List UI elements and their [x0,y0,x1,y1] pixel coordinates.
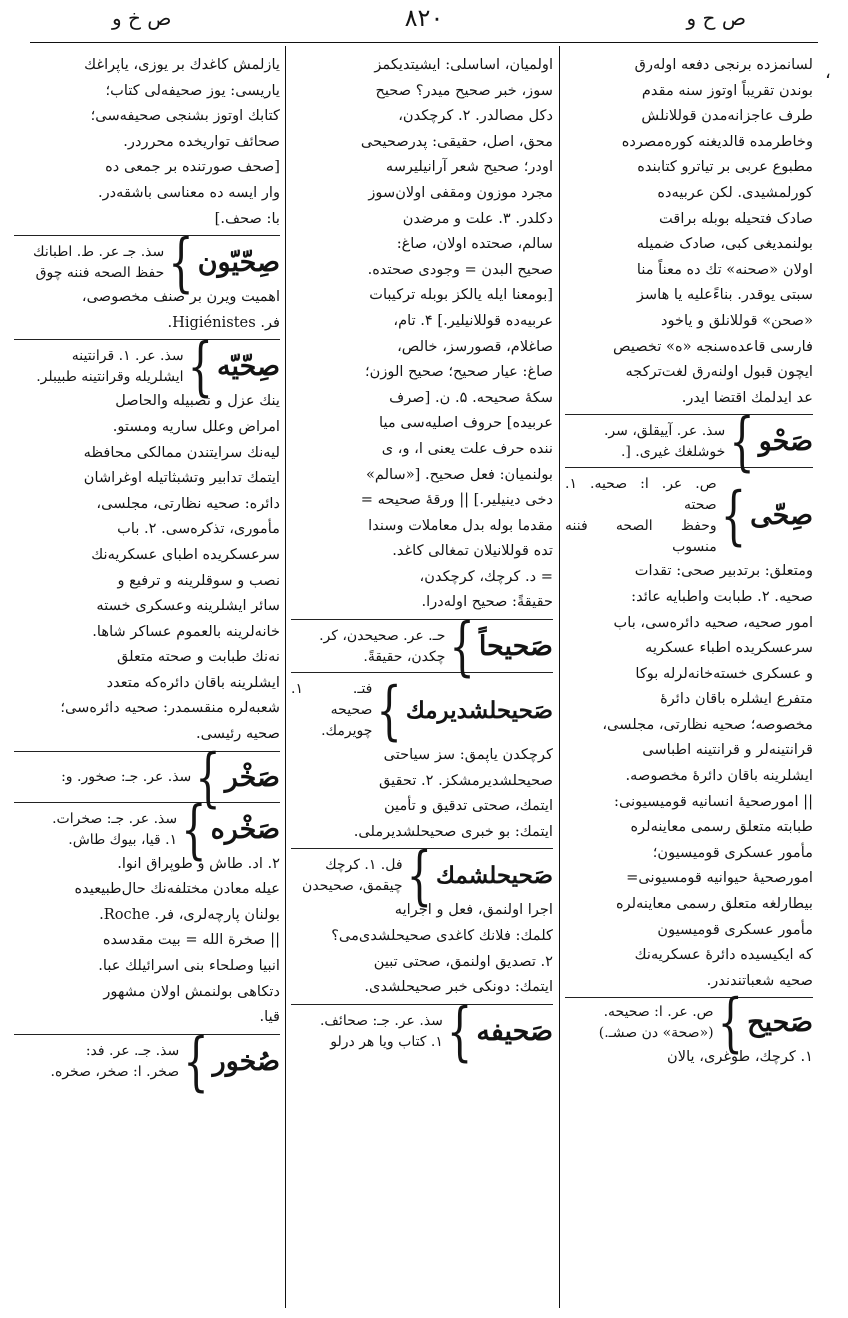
paragraph: اهمیت ویرن بر صنف مخصوصی، فر. Higiénistes. [81,288,280,331]
brace-icon: } [187,330,214,405]
brace-icon: } [168,226,194,300]
definition: سذ. عر. جـ: صخور. و: [61,769,192,786]
definition: حـ. عر. صحیحدن، کر. چکدن، حقیقةً. [319,628,446,666]
running-head-left: ص خ و [112,6,172,30]
paragraph: اجرا اولنمق، فعل و اجرایه کلمك: فلانك کاغدی صحیحلشدی‌می؟ ۲. تصدیق اولنمق، صحتی تبین ایتمك: دونکی خبر صحیحلشدی. [331,901,553,996]
column-divider-right [559,46,560,1308]
definition: سذ. جـ عر. ط. اطبانك حفظ الصحه فننه چوق [33,244,165,282]
entry-sahih [565,986,813,1070]
paragraph: لسانمزده برنجی دفعه اوله‌رق بوندن تقریباً اوتوز سنه مقدم طرف عاجزانه‌مدن قوللانلش وخاطرمده قالدیغنه کوره‌مصرده مطبوع عربی بر تیاترو کتابنده کورلمشیدی. لکن عربیه‌ده صادک فتحیله بوبله براقت بولنمدیغی کبی، صادک ضمیله اولان «صحنه» تك ده معناً منا سبتی یوقدر. بناءًعلیه یا هاسز «صحن» قوللانلق و یاخود فارسی قاعده‌سنجه «ه» تخصیص ایچون قبول اولنه‌رق لغت‌ترکجه عد ایدلمك اقتضا ایدر. [565,52,813,415]
margin-mark: ، [825,62,831,83]
brace-icon: } [181,792,207,867]
headword: صَحیحلشدیرمك [405,696,553,724]
definition: سذ. عر. ۱. قرانتینه ایشلریله وقرانتینه طبیبلر. [36,348,184,386]
entry-sahihan [291,610,553,684]
paragraph: اولمیان، اساسلی: ایشیتدیکمز سوز، خبر صحیح میدر؟ صحیح دکل مصالدر. ۲. کرچکدن، محق، اصل، حقیقی: پدرصحیحی اودر؛ صحیح شعر آرانیلیرسه مجرد موزون ومقفی اولان‌سوز دکلدر. ۳. علت و مرضدن سالم، صحتده اولان، صاغ: صحیح البدن = وجودی صحتده. [بومعنا ایله یالکز بوبله ترکیبات عربیه‌ده قوللانیلیر.] ۴. تام، صاغلام، قصورسز، خالص، صاغ: عیار صحیح؛ صحیح الوزن؛ سکهٔ صحیحه. ۵. ن. [صرف عربیده] حروف اصلیه‌سی میا ننده حرف علت یعنی ا، و، ی بولنمیان: فعل صحیح. [«سالم» دخی دینیلیر.] || ورقهٔ صحیحه = مقدما بوله بدل معاملات وسندا تده قوللانیلان تمغالی کاغد. = د. کرچك، کرچکدن، حقیقةً: صحیح اوله‌درا. [291,52,553,620]
running-head-right: ص ح و [686,6,746,30]
paragraph: ۱. کرچك، طوغری، یالان [667,1048,813,1066]
page-header [30,0,818,44]
entry-sihhiyyun [14,226,280,340]
paragraph: ۲. اد. طاش و طوپراق انوا. عیله معادن مختلفه‌نك حال‌طبیعیده بولنان پارچه‌لری، فر. Roche. || صخرة الله = بیت مقدسده انبیا وصلحاء بنی اسرائیلك عبا. دتکاهی بولنمش اولان مشهور قیا. [74,854,280,1026]
brace-icon: } [446,995,473,1069]
definition: سذ. عر. جـ: صحائف. ۱. کتاب ویا هر درلو [319,1012,443,1050]
entry-sahw [565,405,813,480]
headword: صِحّی [750,500,813,532]
definition: سذ. عر. جـ: صخرات. ۱. قیا، بیوك طاش. [52,810,178,848]
entry-sahife [291,995,553,1069]
headword: صَحیح [747,1007,813,1039]
column-right [565,52,813,1308]
definition: ص. عر. ا: صحیحه. («صحة» دن صشـ.) [598,1004,714,1042]
headword: صِحّیّون [197,247,280,279]
brace-icon: } [376,673,402,748]
entry-sakhr [14,740,280,815]
column-left [14,52,280,1308]
definition: فتـ. ۱. صحیحه چویرمك. [291,681,373,740]
headword: صَخْر [224,761,280,793]
brace-icon: } [195,740,221,815]
headword: صُخور [212,1045,280,1077]
paragraph: یازلمش کاغدك بر یوزی، یاپراغك یاریسی: یوز صحیفه‌لی کتاب؛ کتابك اوتوز بشنجی صحیفه‌سی؛ صحائف تواریخده محرردر. [صحف صورتنده بر جمعی ده وار ایسه ده معناسی باشقه‌در. با: صحف.] [14,52,280,236]
definition: فل. ۱. کرچك چیقمق، صحیحدن [302,857,403,895]
brace-icon: } [720,479,747,554]
headword: صَخْره [210,813,280,845]
paragraph: ومتعلق: برتدبیر صحی: تقدات صحیه. ۲. طبابت واطبایه عائد: امور صحیه، صحیه دائره‌سی، باب سرعسکریده اطباء عسکریه و عسکری خسته‌خانه‌لرله بوکا متفرع ایشلره باقان دائرهٔ مخصوصه؛ صحیه نظارتی، مجلسی، قرانتینه‌لر و قرانتینه اطباسی ایشلرینه باقان دائرهٔ مخصوصه. || امورصحیهٔ انسانیه قومیسیونی: طبابته متعلق رسمی معاینه‌لره مأمور عسکری قومیسیون؛ امورصحیهٔ حیوانیه قومسیونی= بیطارلغه متعلق رسمی معاینه‌لره مأمور عسکری قومیسیون که ایکیسیده دائرهٔ عسکریه‌نك صحیه شعباتندندر. [602,562,813,989]
headword: صِحّیّه [217,351,280,383]
entry-sukhur [14,1025,280,1099]
brace-icon: } [449,610,475,684]
headword: صَحیحلشمك [436,862,553,890]
column-divider-left [285,46,286,1308]
brace-icon: } [406,839,433,914]
definition: سذ. جـ. عر. فد: صخر. ا: صخر، صخره. [50,1042,180,1080]
headword: صَحیحاً [478,631,553,663]
definition: سذ. عر. آییقلق، سر. خوشلغك غیری. [. [603,423,726,461]
entry-sihhi [565,474,813,993]
column-middle [291,52,553,1308]
header-rule [30,42,818,43]
page-number: ۸۲۰ [404,4,444,32]
entry-sahihleshdirmek [291,673,553,849]
entry-sakhre [14,792,280,1035]
entry-sihhiyye [14,330,280,751]
paragraph: کرچکدن یاپمق: سز سیاحتی صحیحلشدیرمشکز. ۲. تحقیق ایتمك، صحتی تدقیق و تأمین ایتمك: بو خبری صحیحلشدیرملی. [353,746,553,840]
entry-sahihleshmek [291,839,553,1004]
brace-icon: } [717,986,744,1061]
paragraph: ینك عزل و نصبیله والحاصل امراض وعلل ساریه ومستو. لیه‌نك سرایتندن ممالکی محافظه ایتمك تدابیر وتشبثاتیله اوغراشان دائره: صحیه نظارتی، مجلسی، مأموری، تذکره‌سی. ۲. باب سرعسکریده اطبای عسکریه‌نك نصب و سوقلرینه و ترفیع و سائر ایشلرینه وعسکری خسته خانه‌لرینه بالعموم عساکر شاها. نه‌نك طبابت و صحته متعلق ایشلرینه باقان دائره‌که متعدد شعبه‌لره منقسمدر: صحیه دائره‌سی؛ صحیه رئیسی. [60,392,280,743]
headword: صَحیفه [476,1015,553,1047]
brace-icon: } [729,405,755,480]
brace-icon: } [183,1025,209,1099]
definition: ص. عر. ا: صحیه. ۱. صحته وحفظ الصحه فننه منسوب [565,476,717,556]
headword: صَحْو [758,426,813,458]
